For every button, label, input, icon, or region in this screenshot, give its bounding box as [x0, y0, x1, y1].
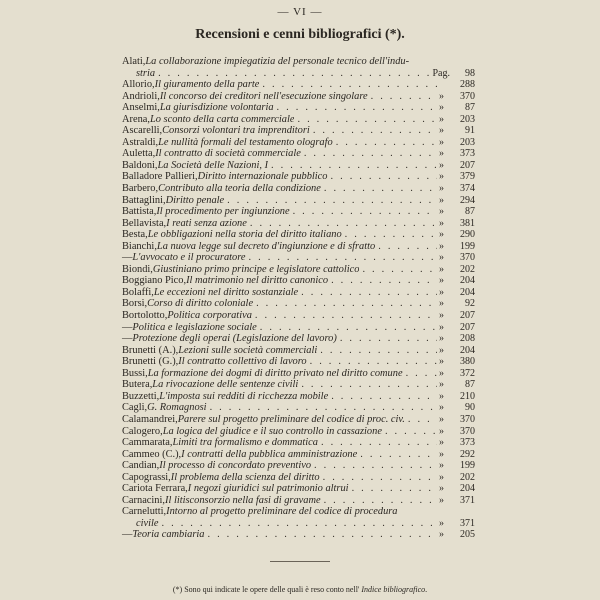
page-reference: [437, 148, 475, 160]
dot-leader: [333, 137, 437, 149]
entry-author: Carnelutti,: [122, 506, 167, 518]
entry-work-title: Le nullità formali del testamento olografo: [158, 136, 333, 148]
dot-leader: [321, 183, 437, 195]
entry-work-title-cont: stria: [136, 67, 156, 79]
dot-leader: [298, 287, 437, 299]
section-title: Recensioni e cenni bibliografici (*).: [195, 27, 405, 42]
entry-work-title: Il problema della scienza del diritto: [170, 471, 320, 483]
page-mark: »: [439, 90, 444, 102]
dot-leader: [159, 518, 438, 530]
dot-leader: [328, 171, 438, 183]
index-entry: [122, 391, 475, 403]
page-mark: »: [439, 448, 444, 460]
entry-work-title: Protezione degli operai (Legislazione del lavoro): [132, 333, 337, 345]
page-number-ref: 205: [460, 529, 475, 541]
entry-author: Cammarata,: [122, 437, 173, 449]
entry-work-title: La nuova legge sul decreto d'ingiunzione e di sfratto: [156, 240, 376, 252]
page-reference: [437, 195, 475, 207]
index-entry-continuation: [122, 518, 475, 530]
page-mark: »: [439, 217, 444, 229]
page-reference: [437, 241, 475, 253]
dot-leader: [252, 310, 437, 322]
index-entry: [122, 345, 475, 357]
index-entry: [122, 183, 475, 195]
page-mark: »: [439, 229, 444, 241]
entry-work-title: Lo sconto della carta commerciale: [149, 113, 295, 125]
dot-leader: [247, 218, 437, 230]
index-entry: [122, 241, 475, 253]
page-mark: Pag.: [432, 67, 450, 79]
page-mark: »: [439, 310, 444, 322]
page-mark: »: [439, 159, 444, 171]
dot-leader: [268, 160, 437, 172]
page-mark: »: [439, 113, 444, 125]
dot-leader: [298, 379, 437, 391]
index-entry: [122, 414, 475, 426]
entry-author: Capograssi,: [122, 471, 171, 483]
entry-author: Biondi,: [122, 263, 153, 275]
entry-author: —: [122, 252, 133, 264]
index-entry-continuation: [122, 68, 475, 80]
page-reference: [437, 322, 475, 334]
page-number-ref: 90: [465, 402, 475, 414]
page-mark: »: [439, 194, 444, 206]
page-mark: »: [439, 275, 444, 287]
index-entry: [122, 379, 475, 391]
entry-work-title: Contributo alla teoria della condizione: [158, 183, 321, 195]
index-entry: [122, 171, 475, 183]
entry-author: Bianchi,: [122, 240, 157, 252]
entry-work-title-cont: civile: [136, 517, 159, 529]
page-number-ref: 370: [460, 425, 475, 437]
dot-leader: [155, 68, 429, 80]
page-number-ref: 207: [460, 159, 475, 171]
page-reference: [437, 368, 475, 380]
entry-author: Brunetti (A.),: [122, 344, 179, 356]
page-mark: »: [439, 379, 444, 391]
page-mark: »: [439, 356, 444, 368]
page-number-ref: 92: [465, 298, 475, 310]
dot-leader: [318, 437, 437, 449]
page-number-ref: 203: [460, 136, 475, 148]
page-mark: »: [439, 136, 444, 148]
entry-author: Bellavista,: [122, 217, 167, 229]
page-mark: »: [439, 286, 444, 298]
page-reference: [437, 529, 475, 541]
page-number-ref: 98: [465, 67, 475, 79]
entry-author: Bolaffi,: [122, 286, 154, 298]
index-entry: [122, 264, 475, 276]
dot-leader: [328, 275, 437, 287]
dot-leader: [321, 495, 437, 507]
entry-author: Alati,: [122, 56, 146, 67]
page-number-ref: 294: [460, 194, 475, 206]
dot-leader: [368, 91, 437, 103]
index-entry: [122, 506, 475, 518]
page-reference: [437, 426, 475, 438]
entry-author: Allorio,: [122, 79, 155, 91]
entry-work-title: La Società delle Nazioni, I: [157, 159, 269, 171]
page-mark: »: [439, 344, 444, 356]
page-number-ref: 199: [460, 240, 475, 252]
page-number-ref: 370: [460, 252, 475, 264]
page-reference: [437, 171, 475, 183]
entry-work-title: La rivocazione delle sentenze civili: [152, 379, 299, 391]
page-number-ref: 207: [460, 310, 475, 322]
page-reference: [437, 287, 475, 299]
page-number-ref: 292: [460, 448, 475, 460]
entry-work-title: Consorzi volontari tra imprenditori: [162, 125, 310, 137]
page-reference: [437, 483, 475, 495]
footnote-text: (*) Sono qui indicate le opere delle quali è reso conto nell': [172, 585, 362, 594]
entry-author: Barbero,: [122, 183, 159, 195]
page-mark: »: [439, 471, 444, 483]
entry-work-title: Il giuramento della parte: [154, 79, 260, 91]
entry-work-title: Politica e legislazione sociale: [132, 321, 257, 333]
page-reference: [437, 206, 475, 218]
entry-author: Cagli,: [122, 402, 148, 414]
dot-leader: [359, 264, 437, 276]
page-reference: [437, 460, 475, 472]
dot-leader: [224, 195, 437, 207]
page-reference: [437, 333, 475, 345]
footnote-rule: [270, 561, 330, 562]
index-entry: [122, 125, 475, 137]
dot-leader: [307, 356, 437, 368]
page-mark: »: [439, 102, 444, 114]
footnote: [0, 585, 600, 594]
entry-work-title: Il contratto collettivo di lavoro: [178, 356, 307, 368]
dot-leader: [204, 529, 437, 541]
index-entry: [122, 333, 475, 345]
entry-author: Ascarelli,: [122, 125, 163, 137]
entry-author: Boggiano Pico,: [122, 275, 187, 287]
index-entry: [122, 402, 475, 414]
page-reference: [437, 114, 475, 126]
dot-leader: [253, 298, 437, 310]
page-number-ref: 380: [460, 356, 475, 368]
index-entry: [122, 460, 475, 472]
entry-author: Battaglini,: [122, 194, 166, 206]
entry-work-title: Lezioni sulle società commerciali: [178, 344, 318, 356]
page-number-ref: 91: [465, 125, 475, 137]
dot-leader: [290, 206, 437, 218]
page-reference: [437, 379, 475, 391]
page-mark: »: [439, 529, 444, 541]
page-mark: »: [439, 367, 444, 379]
entry-author: Butera,: [122, 379, 153, 391]
dot-leader: [375, 241, 437, 253]
entry-author: Buzzetti,: [122, 390, 160, 402]
page-number-ref: 371: [460, 494, 475, 506]
entry-author: Auletta,: [122, 148, 156, 160]
index-entry: [122, 102, 475, 114]
entry-work-title: L'imposta sui redditi di ricchezza mobile: [159, 390, 329, 402]
page-reference: [437, 218, 475, 230]
page-reference: [437, 310, 475, 322]
page-number: — VI —: [277, 6, 323, 18]
dot-leader: [357, 449, 437, 461]
dot-leader: [246, 252, 437, 264]
entry-author: Cammeo (C.),: [122, 448, 182, 460]
entry-author: Balladore Pallieri,: [122, 171, 198, 183]
entry-work-title: Le obbligazioni nella storia del diritto italiano: [147, 229, 342, 241]
page-reference: [437, 472, 475, 484]
entry-work-title: I negozi giuridici sul patrimonio altrui: [187, 483, 349, 495]
footnote-italic: Indice bibliografico: [361, 585, 426, 594]
dot-leader: [337, 333, 437, 345]
page-mark: »: [439, 425, 444, 437]
page-number-ref: 208: [460, 333, 475, 345]
entry-work-title: La formazione dei dogmi di diritto privato nel diritto comune: [147, 367, 403, 379]
page-reference: [437, 102, 475, 114]
page-mark: »: [439, 333, 444, 345]
entry-work-title: Teoria cambiaria: [132, 529, 205, 541]
dot-leader: [259, 79, 437, 91]
page-mark: »: [439, 252, 444, 264]
index-entry: [122, 252, 475, 264]
index-entry: [122, 275, 475, 287]
page-mark: »: [439, 206, 444, 218]
page-number-ref: 210: [460, 390, 475, 402]
entry-work-title: Il matrimonio nel diritto canonico: [186, 275, 329, 287]
page-reference: [437, 264, 475, 276]
footnote-end: .: [425, 585, 428, 594]
dot-leader: [405, 414, 437, 426]
page-number-ref: 373: [460, 437, 475, 449]
page-number-ref: 203: [460, 113, 475, 125]
page-mark: »: [439, 183, 444, 195]
page-number-ref: 204: [460, 286, 475, 298]
page-reference: [437, 125, 475, 137]
entry-work-title: Corso di diritto coloniale: [147, 298, 254, 310]
entry-author: Arena,: [122, 113, 150, 125]
dot-leader: [301, 148, 437, 160]
index-entry: [122, 449, 475, 461]
page-number-ref: 373: [460, 148, 475, 160]
entry-work-title: La collaborazione impiegatizia del personale tecnico dell'indu-: [145, 56, 410, 67]
page-number-ref: 379: [460, 171, 475, 183]
page-reference: [437, 345, 475, 357]
index-entry: [122, 160, 475, 172]
page-mark: »: [439, 460, 444, 472]
page-number-ref: 374: [460, 183, 475, 195]
index-entry: [122, 426, 475, 438]
page-mark: »: [439, 125, 444, 137]
page-number-ref: 207: [460, 321, 475, 333]
page-number-ref: 87: [465, 102, 475, 114]
dot-leader: [342, 229, 437, 241]
index-entry: [122, 298, 475, 310]
page-reference: [437, 495, 475, 507]
entry-author: Calamandrei,: [122, 413, 178, 425]
entry-work-title: La giurisdizione volontaria: [159, 102, 274, 114]
index-entry: [122, 56, 475, 68]
dot-leader: [311, 460, 437, 472]
index-entry: [122, 218, 475, 230]
index-entry: [122, 322, 475, 334]
index-entry: [122, 91, 475, 103]
dot-leader: [294, 114, 437, 126]
page-reference: [437, 91, 475, 103]
page-mark: »: [439, 413, 444, 425]
page-reference: [437, 183, 475, 195]
page-mark: »: [439, 483, 444, 495]
index-entry: [122, 310, 475, 322]
entry-work-title: Parere sul progetto preliminare del codice di proc. civ.: [177, 413, 405, 425]
page-mark: »: [439, 263, 444, 275]
index-entry: [122, 368, 475, 380]
dot-leader: [403, 368, 437, 380]
dot-leader: [317, 345, 437, 357]
page-reference: [437, 356, 475, 368]
entry-work-title: G. Romagnosi: [147, 402, 207, 414]
page-number-ref: 290: [460, 229, 475, 241]
index-entry: [122, 437, 475, 449]
page-number-ref: 202: [460, 471, 475, 483]
page-reference: [429, 68, 475, 80]
page-reference: [437, 275, 475, 287]
page-number-ref: 204: [460, 344, 475, 356]
dot-leader: [382, 426, 437, 438]
index-entry: [122, 483, 475, 495]
page-reference: [437, 437, 475, 449]
page-reference: [437, 518, 475, 530]
entry-work-title: Le eccezioni nel diritto sostanziale: [153, 286, 299, 298]
dot-leader: [328, 391, 437, 403]
page-reference: [437, 229, 475, 241]
index-entry: [122, 114, 475, 126]
entry-author: Cariota Ferrara,: [122, 483, 188, 495]
dot-leader: [207, 402, 437, 414]
page-reference: [437, 137, 475, 149]
page-number-ref: 372: [460, 367, 475, 379]
index-entry: [122, 137, 475, 149]
entry-work-title: Giustiniano primo principe e legislatore cattolico: [152, 263, 360, 275]
index-entry: [122, 472, 475, 484]
entry-author: —: [122, 333, 133, 345]
page-reference: [437, 402, 475, 414]
page-mark: »: [439, 437, 444, 449]
page-reference: [437, 79, 475, 91]
page-reference: [437, 414, 475, 426]
dot-leader: [274, 102, 437, 114]
entry-author: Bussi,: [122, 367, 148, 379]
index-entry: [122, 529, 475, 541]
entry-author: Brunetti (G.),: [122, 356, 179, 368]
entry-work-title: Politica corporativa: [167, 310, 252, 322]
entry-work-title: Il concorso dei creditori nell'esecuzione singolare: [159, 90, 368, 102]
entry-work-title: Diritto penale: [165, 194, 225, 206]
page-reference: [437, 391, 475, 403]
dot-leader: [310, 125, 437, 137]
page-mark: »: [439, 240, 444, 252]
entry-work-title: L'avvocato e il procuratore: [132, 252, 246, 264]
index-entry: [122, 229, 475, 241]
entry-author: Borsi,: [122, 298, 148, 310]
entry-work-title: Intorno al progetto preliminare del codice di procedura: [166, 506, 398, 518]
entry-author: Besta,: [122, 229, 148, 241]
page-number-ref: 204: [460, 483, 475, 495]
page-mark: »: [439, 402, 444, 414]
entry-author: Carnacini,: [122, 494, 165, 506]
page-number-ref: 202: [460, 263, 475, 275]
page-reference: [437, 160, 475, 172]
entry-work-title: Il procedimento per ingiunzione: [156, 206, 290, 218]
entry-work-title: Il litisconsorzio nella fasi di gravame: [165, 494, 321, 506]
entry-work-title: I contratti della pubblica amministrazione: [181, 448, 358, 460]
entry-author: Battista,: [122, 206, 157, 218]
page-number-ref: 381: [460, 217, 475, 229]
page-reference: [437, 449, 475, 461]
index-entry: [122, 287, 475, 299]
entry-author: Anselmi,: [122, 102, 160, 114]
index-entry: [122, 206, 475, 218]
dot-leader: [257, 322, 437, 334]
page-reference: [437, 298, 475, 310]
entry-author: Baldoni,: [122, 159, 158, 171]
index-entry: [122, 195, 475, 207]
page-number-ref: 370: [460, 413, 475, 425]
dot-leader: [320, 472, 437, 484]
page-number-ref: 199: [460, 460, 475, 472]
entry-work-title: I reati senza azione: [166, 217, 247, 229]
entry-work-title: La logica del giudice e il suo controllo in cassazione: [162, 425, 382, 437]
page-mark: »: [439, 171, 444, 183]
entry-author: Calogero,: [122, 425, 163, 437]
entry-author: Bortolotto,: [122, 310, 168, 322]
entry-author: —: [122, 529, 133, 541]
entry-author: Candian,: [122, 460, 160, 472]
entry-work-title: Diritto internazionale pubblico: [197, 171, 328, 183]
entry-work-title: Il processo di concordato preventivo: [159, 460, 312, 472]
page-number-ref: 288: [460, 79, 475, 91]
page-mark: »: [439, 494, 444, 506]
page-mark: »: [439, 390, 444, 402]
page-mark: »: [439, 298, 444, 310]
entry-work-title: Limiti tra formalismo e dommatica: [172, 437, 318, 449]
page-mark: »: [439, 148, 444, 160]
entry-author: —: [122, 321, 133, 333]
page-number-ref: 204: [460, 275, 475, 287]
page-mark: »: [439, 321, 444, 333]
index-entry: [122, 148, 475, 160]
page-number-ref: 371: [460, 517, 475, 529]
page-mark: »: [439, 517, 444, 529]
page-reference: [437, 252, 475, 264]
review-index-list: [122, 56, 475, 541]
page-number-ref: 87: [465, 206, 475, 218]
index-entry: [122, 356, 475, 368]
entry-author: Astraldi,: [122, 136, 159, 148]
dot-leader: [349, 483, 437, 495]
index-entry: [122, 495, 475, 507]
index-entry: [122, 79, 475, 91]
page-number-ref: 370: [460, 90, 475, 102]
entry-author: Andrioli,: [122, 90, 160, 102]
entry-work-title: Il contratto di società commerciale: [155, 148, 301, 160]
page-number-ref: 87: [465, 379, 475, 391]
